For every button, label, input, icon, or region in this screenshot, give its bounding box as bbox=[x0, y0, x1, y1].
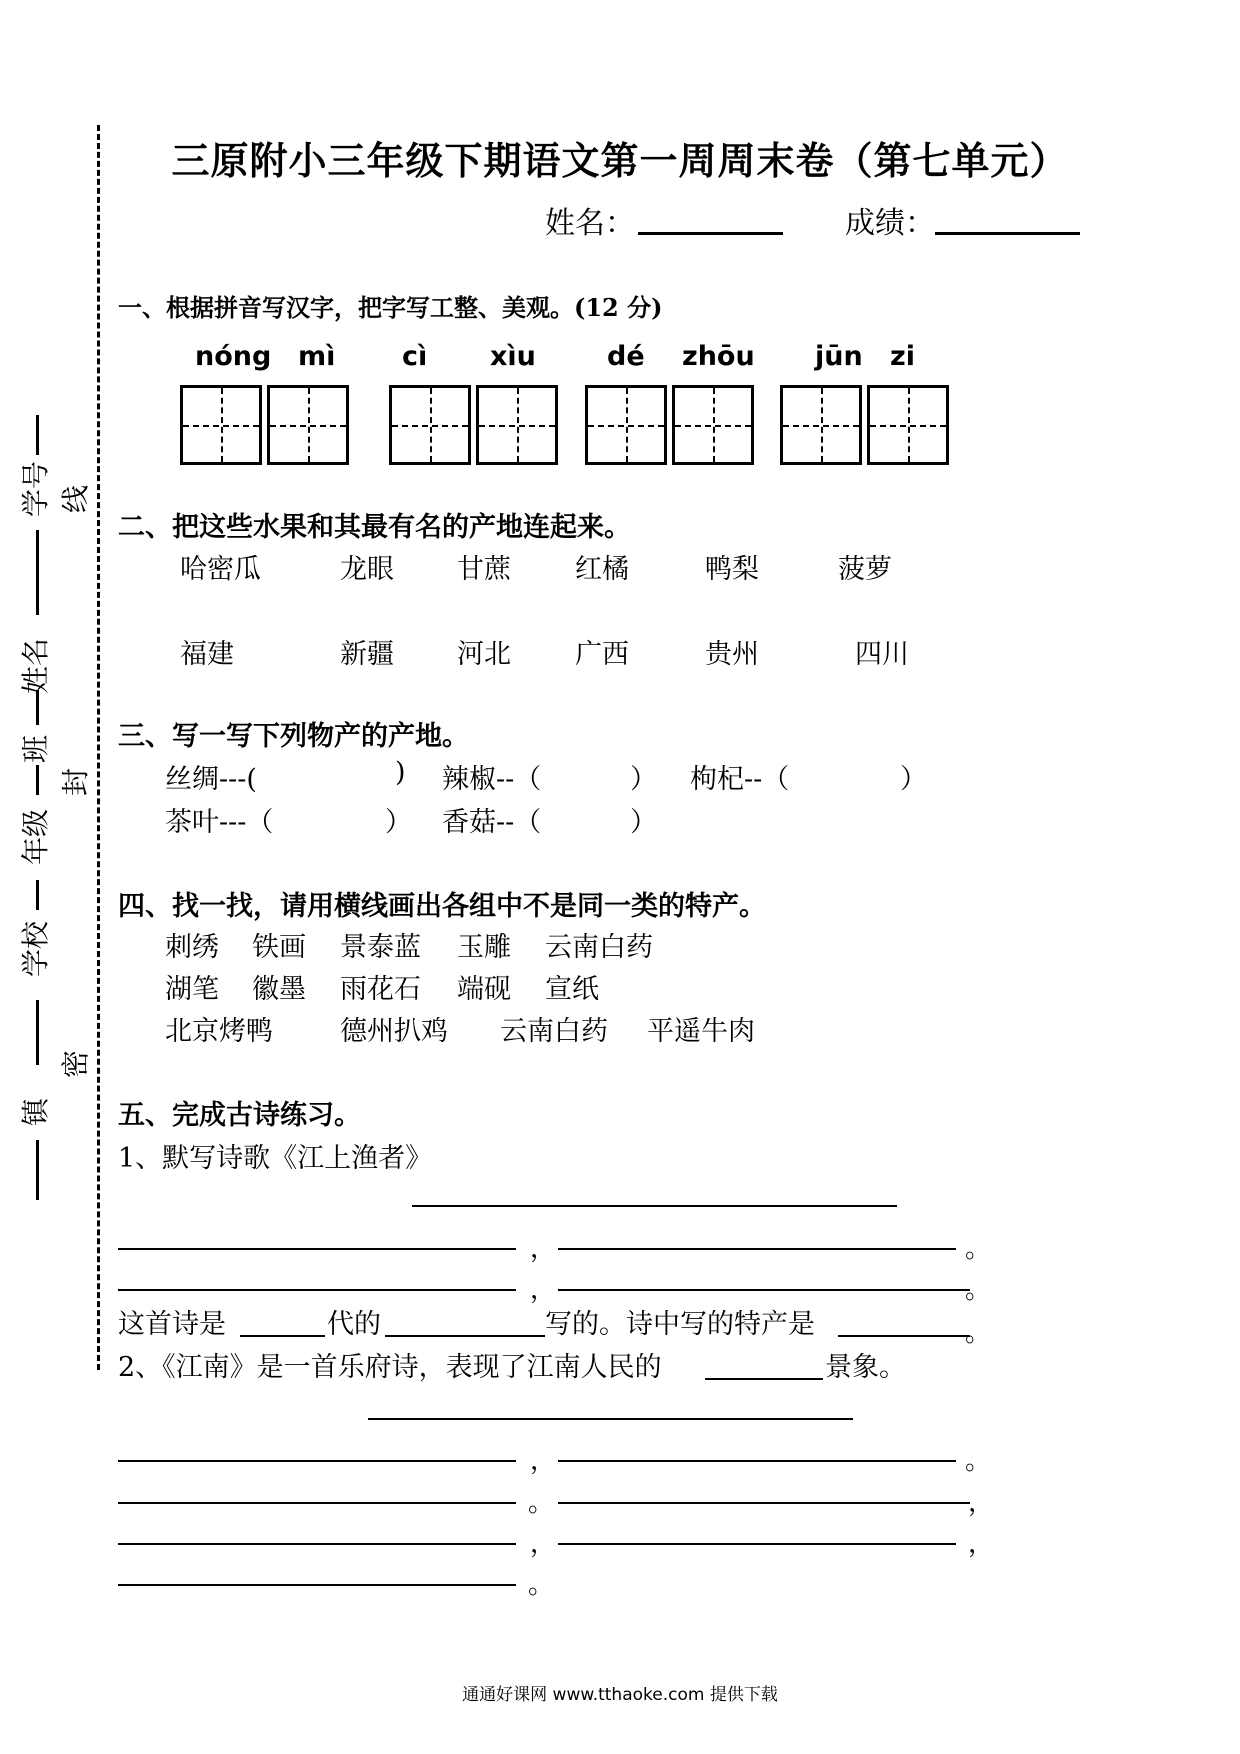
tian-box[interactable] bbox=[672, 385, 754, 465]
specialty-r3-3: 云南白药 bbox=[500, 1016, 608, 1047]
poem1-period-1: 。 bbox=[965, 1234, 992, 1264]
pinyin-2: mì bbox=[298, 341, 336, 372]
seal-mi: 密 bbox=[59, 1049, 93, 1079]
seal-xian: 线 bbox=[59, 484, 93, 514]
specialty-blank[interactable] bbox=[838, 1335, 970, 1337]
margin-grade-blank bbox=[36, 880, 39, 910]
margin-school-blank bbox=[36, 1000, 39, 1065]
poem2-comma-4: ， bbox=[968, 1529, 995, 1559]
fruit-4: 红橘 bbox=[575, 554, 629, 585]
poem2-period-2: 。 bbox=[528, 1488, 555, 1518]
specialty-r1-3: 景泰蓝 bbox=[340, 932, 421, 963]
item-goji-open: 枸杞--（ bbox=[690, 764, 790, 795]
place-4: 广西 bbox=[575, 639, 629, 670]
item-mushroom-close: ） bbox=[630, 807, 657, 838]
fruit-1: 哈密瓜 bbox=[180, 554, 261, 585]
specialty-r2-5: 宣纸 bbox=[545, 974, 599, 1005]
question-2-text: 2、《江南》是一首乐府诗，表现了江南人民的 bbox=[118, 1352, 662, 1383]
margin-number-blank bbox=[36, 530, 39, 615]
specialty-r1-4: 玉雕 bbox=[457, 932, 511, 963]
poem2-line-5[interactable] bbox=[118, 1543, 516, 1545]
margin-grade-label: 年级 bbox=[19, 808, 53, 866]
margin-class-blank bbox=[36, 765, 39, 795]
specialty-r2-3: 雨花石 bbox=[340, 974, 421, 1005]
poem2-comma-3: ， bbox=[530, 1529, 557, 1559]
poem2-line-7[interactable] bbox=[118, 1584, 516, 1586]
tian-box[interactable] bbox=[180, 385, 262, 465]
pinyin-1: nóng bbox=[195, 341, 272, 372]
tian-box[interactable] bbox=[389, 385, 471, 465]
name-field[interactable] bbox=[638, 232, 783, 235]
specialty-r3-4: 平遥牛肉 bbox=[647, 1016, 755, 1047]
poem2-comma-2: ， bbox=[968, 1488, 995, 1518]
poem2-line-4[interactable] bbox=[558, 1502, 970, 1504]
tian-grid-1 bbox=[180, 385, 354, 465]
poem2-line-6[interactable] bbox=[558, 1543, 956, 1545]
margin-town-blank bbox=[36, 1140, 39, 1200]
poem1-line-1[interactable] bbox=[118, 1248, 516, 1250]
tian-grid-4 bbox=[780, 385, 954, 465]
tian-box[interactable] bbox=[585, 385, 667, 465]
margin-number-line bbox=[36, 415, 39, 455]
pinyin-8: zi bbox=[890, 341, 915, 372]
item-tea-close: ） bbox=[385, 807, 412, 838]
section-1-heading: 一、根据拼音写汉字，把字写工整、美观。(12 分) bbox=[118, 293, 663, 322]
section-2-heading: 二、把这些水果和其最有名的产地连起来。 bbox=[118, 512, 631, 543]
footer-source: 通通好课网 www.tthaoke.com 提供下载 bbox=[462, 1685, 778, 1705]
seal-feng: 封 bbox=[59, 767, 93, 797]
item-chili-open: 辣椒--（ bbox=[442, 764, 542, 795]
name-label: 姓名： bbox=[545, 206, 635, 241]
specialty-r2-1: 湖笔 bbox=[165, 974, 219, 1005]
poem2-period-3: 。 bbox=[528, 1570, 555, 1600]
item-goji-close: ） bbox=[900, 764, 927, 795]
poem2-line-1[interactable] bbox=[118, 1460, 516, 1462]
place-1: 福建 bbox=[180, 639, 234, 670]
pinyin-3: cì bbox=[402, 341, 428, 372]
pinyin-6: zhōu bbox=[682, 341, 755, 372]
poem1-comma-2: ， bbox=[530, 1275, 557, 1305]
poem1-title-blank[interactable] bbox=[412, 1205, 897, 1207]
dynasty-blank[interactable] bbox=[240, 1335, 325, 1337]
tian-grid-3 bbox=[585, 385, 759, 465]
specialty-r2-2: 徽墨 bbox=[252, 974, 306, 1005]
fill-period: 。 bbox=[965, 1318, 992, 1348]
place-5: 贵州 bbox=[705, 639, 759, 670]
fill-text-a: 这首诗是 bbox=[118, 1309, 226, 1340]
tian-box[interactable] bbox=[476, 385, 558, 465]
margin-name-blank bbox=[36, 690, 39, 725]
fill-text-c: 写的。诗中写的特产是 bbox=[545, 1309, 815, 1340]
poem2-comma-1: ， bbox=[530, 1446, 557, 1476]
poem2-line-2[interactable] bbox=[558, 1460, 956, 1462]
item-mushroom-open: 香菇--（ bbox=[442, 807, 542, 838]
section-5-heading: 五、完成古诗练习。 bbox=[118, 1100, 361, 1131]
poem2-title-blank[interactable] bbox=[368, 1418, 853, 1420]
pinyin-7: jūn bbox=[815, 341, 863, 372]
question-2-suffix: 景象。 bbox=[825, 1352, 906, 1383]
specialty-r1-1: 刺绣 bbox=[165, 932, 219, 963]
tian-box[interactable] bbox=[780, 385, 862, 465]
poem1-line-3[interactable] bbox=[118, 1289, 516, 1291]
item-tea-open: 茶叶---（ bbox=[165, 807, 274, 838]
fruit-6: 菠萝 bbox=[838, 554, 892, 585]
place-3: 河北 bbox=[457, 639, 511, 670]
page-title: 三原附小三年级下期语文第一周周末卷（第七单元） bbox=[171, 138, 1069, 183]
fill-text-b: 代的 bbox=[327, 1309, 381, 1340]
pinyin-5: dé bbox=[607, 341, 645, 372]
poem1-line-2[interactable] bbox=[558, 1248, 956, 1250]
fruit-5: 鸭梨 bbox=[705, 554, 759, 585]
score-label: 成绩： bbox=[845, 206, 935, 241]
fruit-3: 甘蔗 bbox=[457, 554, 511, 585]
pinyin-4: xìu bbox=[490, 341, 536, 372]
binding-dashed-line bbox=[97, 125, 100, 1370]
item-silk-close: ) bbox=[395, 757, 406, 788]
specialty-r1-2: 铁画 bbox=[252, 932, 306, 963]
item-chili-close: ） bbox=[630, 764, 657, 795]
tian-box[interactable] bbox=[867, 385, 949, 465]
tian-grid-2 bbox=[389, 385, 563, 465]
specialty-r3-2: 德州扒鸡 bbox=[340, 1016, 448, 1047]
author-blank[interactable] bbox=[385, 1335, 545, 1337]
place-2: 新疆 bbox=[340, 639, 394, 670]
margin-name-label: 姓名 bbox=[19, 637, 53, 695]
margin-school-label: 学校 bbox=[19, 920, 53, 978]
specialty-r2-4: 端砚 bbox=[457, 974, 511, 1005]
poem1-period-2: 。 bbox=[965, 1275, 992, 1305]
specialty-r1-5: 云南白药 bbox=[545, 932, 653, 963]
poem1-line-4[interactable] bbox=[558, 1289, 970, 1291]
tian-box[interactable] bbox=[267, 385, 349, 465]
score-field[interactable] bbox=[935, 232, 1080, 235]
scene-blank[interactable] bbox=[705, 1378, 823, 1380]
poem2-line-3[interactable] bbox=[118, 1502, 516, 1504]
margin-number-label: 学号 bbox=[19, 460, 53, 518]
poem2-period-1: 。 bbox=[965, 1446, 992, 1476]
section-4-heading: 四、找一找，请用横线画出各组中不是同一类的特产。 bbox=[118, 891, 766, 922]
margin-class-label: 班 bbox=[19, 734, 53, 764]
margin-town-label: 镇 bbox=[19, 1097, 53, 1127]
poem1-comma-1: ， bbox=[530, 1234, 557, 1264]
question-1: 1、默写诗歌《江上渔者》 bbox=[118, 1143, 433, 1174]
place-6: 四川 bbox=[855, 639, 909, 670]
fruit-2: 龙眼 bbox=[340, 554, 394, 585]
section-3-heading: 三、写一写下列物产的产地。 bbox=[118, 721, 469, 752]
specialty-r3-1: 北京烤鸭 bbox=[165, 1016, 273, 1047]
item-silk-open: 丝绸---( bbox=[165, 764, 257, 795]
